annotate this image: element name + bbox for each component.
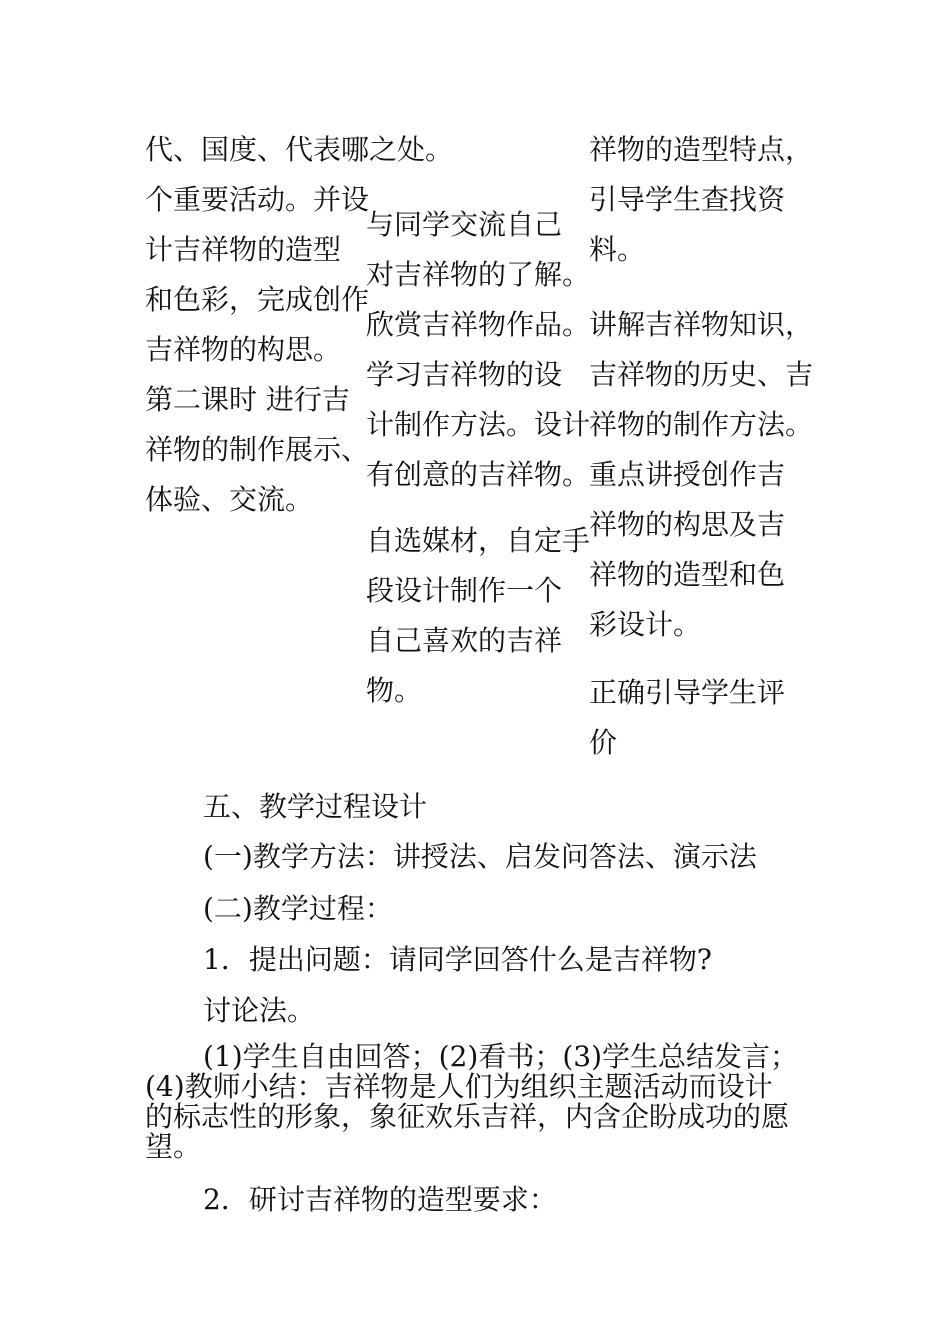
table-cell-line: 段设计制作一个 <box>366 574 563 607</box>
paragraph-line: 望。 <box>145 1130 202 1163</box>
table-cell-line: 彩设计。 <box>589 608 702 641</box>
table-column-teacher-activity <box>589 125 814 768</box>
table-cell-line: 祥物的造型和色 <box>589 558 786 591</box>
table-cell-line: 祥物的制作展示、 <box>145 433 370 466</box>
paragraph-summary <box>145 1042 810 1162</box>
table-cell-line: 自选媒材，自定手 <box>366 524 591 557</box>
table-cell-line: 和色彩，完成创作 <box>145 283 370 316</box>
paragraph-discussion: 讨论法。 <box>203 994 316 1027</box>
paragraph-teaching-method: (一)教学方法：讲授法、启发问答法、演示法 <box>203 840 757 873</box>
table-cell-line: 自己喜欢的吉祥 <box>366 624 563 657</box>
table-cell-line: 正确引导学生评 <box>589 676 786 709</box>
table-cell-line: 讲解吉祥物知识， <box>589 308 814 341</box>
paragraph-line: 的标志性的形象，象征欢乐吉祥，内含企盼成功的愿 <box>145 1100 790 1133</box>
table-column-student-activity <box>366 200 591 716</box>
table-cell-line: 对吉祥物的了解。 <box>366 258 591 291</box>
table-cell-line: 欣赏吉祥物作品。 <box>366 308 591 341</box>
paragraph-line: (4)教师小结：吉祥物是人们为组织主题活动而设计 <box>145 1070 773 1103</box>
table-cell-line: 代、国度、代表哪之处。 <box>145 133 454 166</box>
section-heading: 五、教学过程设计 <box>203 790 428 823</box>
table-cell-line: 祥物的构思及吉 <box>589 508 786 541</box>
table-cell-line: 计吉祥物的造型 <box>145 233 342 266</box>
table-cell-line: 学习吉祥物的设 <box>366 358 563 391</box>
list-item-2: 2．研讨吉祥物的造型要求： <box>203 1183 557 1216</box>
table-cell-line: 物。 <box>366 674 423 707</box>
table-cell-line: 吉祥物的历史、吉 <box>589 358 814 391</box>
table-cell-line: 祥物的造型特点， <box>589 133 814 166</box>
table-cell-line: 价 <box>589 726 618 759</box>
table-cell-line: 体验、交流。 <box>145 483 314 516</box>
table-column-content <box>145 125 454 525</box>
paragraph-teaching-process: (二)教学过程： <box>203 892 393 925</box>
table-cell-line: 计制作方法。设计 <box>366 408 591 441</box>
table-cell-line: 祥物的制作方法。 <box>589 408 814 441</box>
list-item-1: 1．提出问题：请同学回答什么是吉祥物? <box>203 943 712 976</box>
paragraph-line: (1)学生自由回答；(2)看书；(3)学生总结发言； <box>203 1040 798 1073</box>
table-cell-line: 重点讲授创作吉 <box>589 458 786 491</box>
table-cell-line: 引导学生查找资 <box>589 183 786 216</box>
table-cell-line: 第二课时 进行吉 <box>145 383 350 416</box>
table-cell-line: 与同学交流自己 <box>366 208 563 241</box>
table-cell-line: 吉祥物的构思。 <box>145 333 342 366</box>
table-cell-line: 个重要活动。并设 <box>145 183 370 216</box>
table-cell-line: 料。 <box>589 233 646 266</box>
table-cell-line: 有创意的吉祥物。 <box>366 458 591 491</box>
